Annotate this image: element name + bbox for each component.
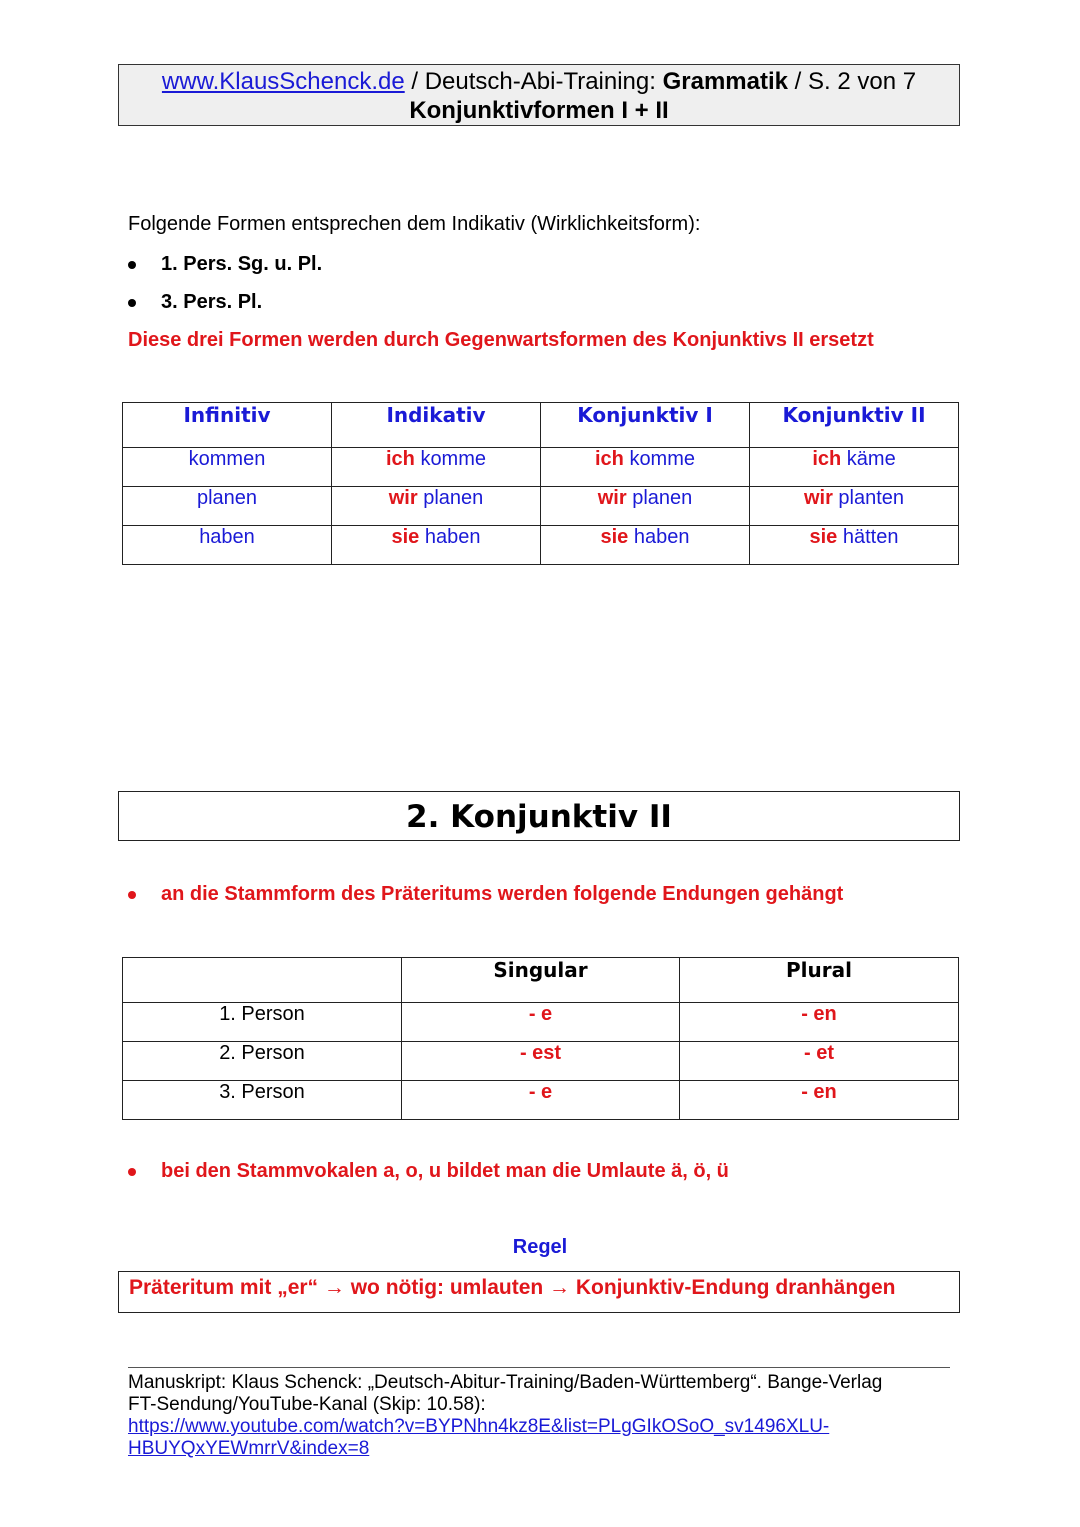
- table-header-row: [123, 403, 959, 448]
- cell-singular: - est: [402, 1042, 680, 1081]
- header-line: [119, 67, 959, 97]
- cell-person: 1. Person: [123, 1003, 402, 1042]
- endings-table: [122, 957, 959, 1120]
- intro-sentence: Folgende Formen entsprechen dem Indikativ (Wirklichkeitsform):: [128, 213, 701, 235]
- cell-person: 3. Person: [123, 1081, 402, 1120]
- cell-indikativ: sie haben: [332, 526, 541, 565]
- table-row: [123, 448, 959, 487]
- rule-box: Präteritum mit „er“ → wo nötig: umlauten → Konjunktiv-Endung dranhängen: [118, 1271, 960, 1313]
- table-row: [123, 487, 959, 526]
- cell-indikativ: wir planen: [332, 487, 541, 526]
- table-row: [123, 526, 959, 565]
- cell-konjunktiv-2: ich käme: [750, 448, 959, 487]
- header-konjunktiv-1: Konjunktiv I: [541, 403, 750, 448]
- cell-konjunktiv-2: wir planten: [750, 487, 959, 526]
- table-row: [123, 1003, 959, 1042]
- forms-table: [122, 402, 959, 565]
- bullet-icon: [128, 261, 136, 269]
- cell-plural: - en: [680, 1081, 959, 1120]
- footer-line-1: Manuskript: Klaus Schenck: „Deutsch-Abitur-Training/Baden-Württemberg“. Bange-Verlag: [128, 1372, 883, 1393]
- cell-infinitiv: kommen: [123, 448, 332, 487]
- footer-line-2: FT-Sendung/YouTube-Kanal (Skip: 10.58):: [128, 1394, 486, 1415]
- page-title: Konjunktivformen I + II: [409, 97, 669, 124]
- cell-plural: - en: [680, 1003, 959, 1042]
- header-indikativ: Indikativ: [332, 403, 541, 448]
- cell-konjunktiv-1: sie haben: [541, 526, 750, 565]
- intro-note: Diese drei Formen werden durch Gegenwartsformen des Konjunktivs II ersetzt: [128, 329, 874, 351]
- table-row: [123, 1081, 959, 1120]
- bullet-icon: [128, 299, 136, 307]
- cell-konjunktiv-2: sie hätten: [750, 526, 959, 565]
- header-infinitiv: Infinitiv: [123, 403, 332, 448]
- cell-person: 2. Person: [123, 1042, 402, 1081]
- cell-konjunktiv-1: ich komme: [541, 448, 750, 487]
- header-empty: [123, 958, 402, 1003]
- header-plural: Plural: [680, 958, 959, 1003]
- website-link[interactable]: www.KlausSchenck.de: [161, 68, 405, 95]
- cell-singular: - e: [402, 1081, 680, 1120]
- header-konjunktiv-2: Konjunktiv II: [750, 403, 959, 448]
- header-singular: Singular: [402, 958, 680, 1003]
- cell-infinitiv: planen: [123, 487, 332, 526]
- page-header: [118, 64, 960, 126]
- header-course: / Deutsch-Abi-Training:: [404, 68, 663, 95]
- section-title: 2. Konjunktiv II: [118, 791, 960, 841]
- table-header-row: [123, 958, 959, 1003]
- cell-infinitiv: haben: [123, 526, 332, 565]
- rule-label: Regel: [512, 1236, 568, 1258]
- section2-bullet-2: bei den Stammvokalen a, o, u bildet man die Umlaute ä, ö, ü: [161, 1160, 729, 1182]
- header-page: / S. 2 von 7: [787, 68, 917, 95]
- cell-plural: - et: [680, 1042, 959, 1081]
- youtube-link[interactable]: https://www.youtube.com/watch?v=BYPNhn4kz8E&list=PLgGIkOSoO_sv1496XLU-: [128, 1416, 830, 1437]
- header-subject: Grammatik: [662, 68, 788, 95]
- intro-bullet-1: 1. Pers. Sg. u. Pl.: [161, 253, 323, 275]
- cell-indikativ: ich komme: [332, 448, 541, 487]
- footer: [128, 1372, 958, 1460]
- cell-singular: - e: [402, 1003, 680, 1042]
- youtube-link-continued[interactable]: HBUYQxYEWmrrV&index=8: [128, 1438, 370, 1459]
- footer-divider: [128, 1367, 950, 1368]
- bullet-icon: [128, 1168, 136, 1176]
- table-row: [123, 1042, 959, 1081]
- cell-konjunktiv-1: wir planen: [541, 487, 750, 526]
- section2-bullet-1: an die Stammform des Präteritums werden folgende Endungen gehängt: [161, 883, 844, 905]
- intro-bullet-2: 3. Pers. Pl.: [161, 291, 263, 313]
- bullet-icon: [128, 891, 136, 899]
